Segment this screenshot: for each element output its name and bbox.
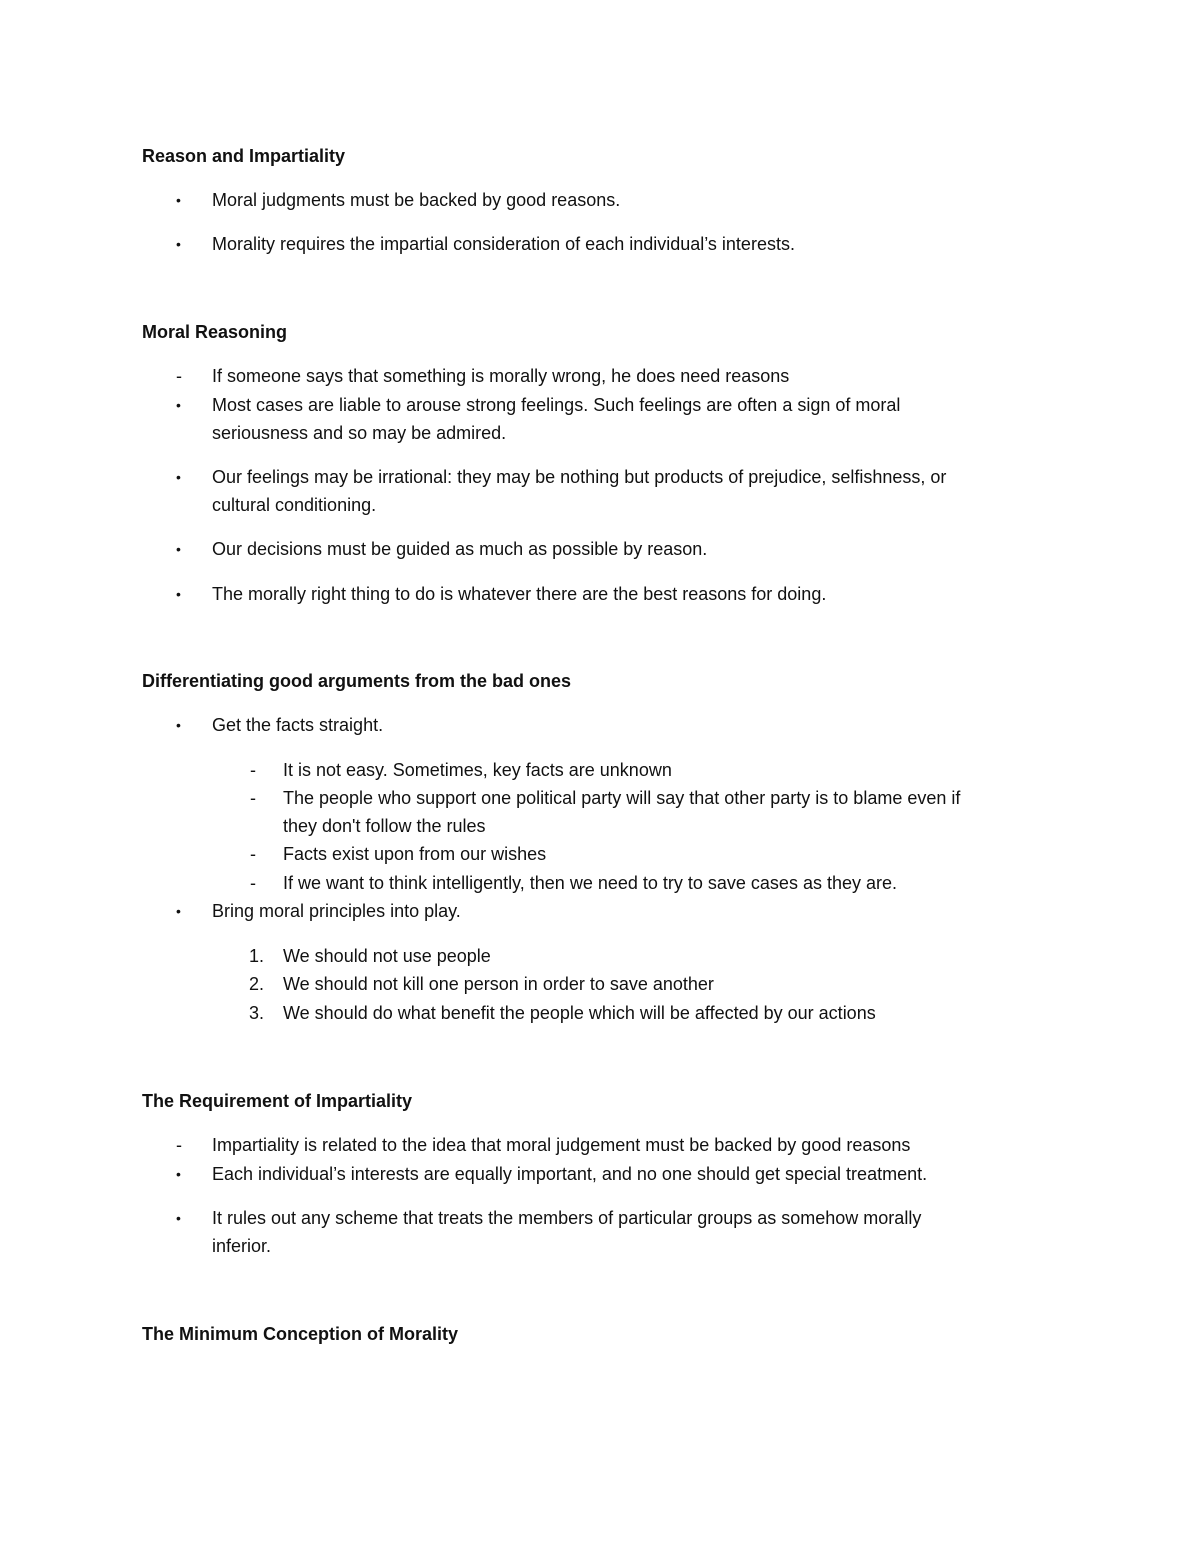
list-item: Impartiality is related to the idea that moral judgement must be backed by good reasons	[212, 1135, 911, 1155]
bullet-marker: •	[176, 236, 181, 252]
sub-list-item-continuation: they don't follow the rules	[283, 816, 486, 836]
list-item: If someone says that something is morally wrong, he does need reasons	[212, 366, 790, 386]
list-item: Our feelings may be irrational: they may be nothing but products of prejudice, selfishness, or	[212, 467, 947, 487]
dash-marker: -	[250, 788, 256, 808]
list-item: Bring moral principles into play.	[212, 901, 461, 921]
dash-marker: -	[176, 1135, 182, 1155]
numbered-item: We should do what benefit the people which will be affected by our actions	[283, 1003, 876, 1023]
dash-marker: -	[250, 760, 256, 780]
numbered-item: We should not kill one person in order to save another	[283, 974, 714, 994]
dash-marker: -	[250, 873, 256, 893]
section-heading-minimum-conception: The Minimum Conception of Morality	[142, 1324, 458, 1344]
section-heading-requirement-impartiality: The Requirement of Impartiality	[142, 1091, 413, 1111]
bullet-marker: •	[176, 1166, 181, 1182]
list-item: It rules out any scheme that treats the members of particular groups as somehow morally	[212, 1208, 922, 1228]
sub-list-item: Facts exist upon from our wishes	[283, 844, 547, 864]
number-marker: 1.	[248, 946, 264, 966]
list-item-continuation: inferior.	[212, 1236, 272, 1256]
bullet-marker: •	[176, 717, 181, 733]
numbered-item: We should not use people	[283, 946, 491, 966]
list-item-continuation: seriousness and so may be admired.	[212, 423, 507, 443]
dash-marker: -	[250, 844, 256, 864]
sub-list-item: If we want to think intelligently, then we need to try to save cases as they are.	[283, 873, 897, 893]
section-heading-good-arguments: Differentiating good arguments from the bad ones	[142, 671, 572, 691]
list-item: The morally right thing to do is whatever there are the best reasons for doing.	[212, 584, 827, 604]
section-heading-moral-reasoning: Moral Reasoning	[142, 322, 288, 342]
bullet-marker: •	[176, 1210, 181, 1226]
section-heading-reason-impartiality: Reason and Impartiality	[142, 146, 346, 166]
list-item: Morality requires the impartial consideration of each individual’s interests.	[212, 234, 795, 254]
sub-list-item: It is not easy. Sometimes, key facts are unknown	[283, 760, 672, 780]
bullet-marker: •	[176, 397, 181, 413]
list-item: Our decisions must be guided as much as possible by reason.	[212, 539, 708, 559]
sub-list-item: The people who support one political party will say that other party is to blame even if	[283, 788, 961, 808]
bullet-marker: •	[176, 469, 181, 485]
bullet-marker: •	[176, 903, 181, 919]
list-item: Most cases are liable to arouse strong feelings. Such feelings are often a sign of moral	[212, 395, 901, 415]
bullet-marker: •	[176, 541, 181, 557]
number-marker: 2.	[248, 974, 264, 994]
bullet-marker: •	[176, 192, 181, 208]
number-marker: 3.	[248, 1003, 264, 1023]
list-item: Each individual’s interests are equally important, and no one should get special treatment.	[212, 1164, 928, 1184]
dash-marker: -	[176, 366, 182, 386]
list-item: Get the facts straight.	[212, 715, 384, 735]
list-item-continuation: cultural conditioning.	[212, 495, 377, 515]
list-item: Moral judgments must be backed by good reasons.	[212, 190, 621, 210]
bullet-marker: •	[176, 586, 181, 602]
